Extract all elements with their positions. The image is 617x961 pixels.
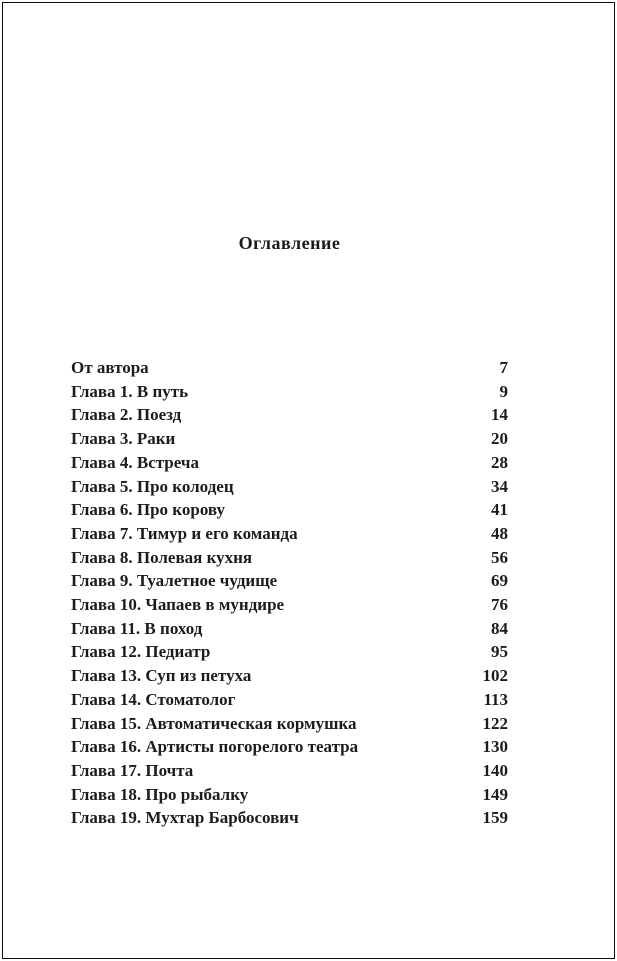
toc-entry-label: Глава 12. Педиатр: [71, 642, 211, 662]
toc-entry-page: 102: [482, 666, 508, 686]
toc-entry-label: Глава 1. В путь: [71, 381, 189, 401]
toc-entry-page: 69: [491, 571, 508, 591]
toc-entry: [71, 783, 508, 807]
toc-entry-label: Глава 8. Полевая кухня: [71, 547, 253, 567]
toc-entry-label: Глава 3. Раки: [71, 429, 176, 449]
toc-entry-page: 95: [491, 642, 508, 662]
toc-entry-label: Глава 7. Тимур и его команда: [71, 523, 298, 543]
toc-list: [71, 356, 508, 830]
toc-entry-page: 28: [491, 452, 508, 472]
toc-entry-label: Глава 18. Про рыбалку: [71, 784, 249, 804]
toc-entry: [71, 664, 508, 688]
toc-entry: [71, 640, 508, 664]
toc-entry-page: 7: [499, 358, 508, 377]
toc-entry-page: 14: [491, 405, 508, 425]
toc-entry-page: 9: [499, 381, 508, 401]
toc-entry-label: Глава 14. Стоматолог: [71, 689, 236, 709]
toc-entry: [71, 688, 508, 712]
toc-entry-page: 20: [491, 429, 508, 449]
toc-entry: [71, 356, 508, 380]
toc-entry-label: Глава 15. Автоматическая кормушка: [71, 713, 357, 733]
toc-entry-page: 41: [491, 500, 508, 520]
toc-entry: [71, 546, 508, 570]
toc-entry: [71, 759, 508, 783]
toc-entry: [71, 498, 508, 522]
toc-entry-label: Глава 5. Про колодец: [71, 476, 234, 496]
toc-entry: [71, 427, 508, 451]
toc-entry: [71, 712, 508, 736]
toc-entry: [71, 806, 508, 830]
toc-entry-page: 159: [482, 808, 508, 828]
toc-entry: [71, 522, 508, 546]
toc-entry-label: Глава 19. Мухтар Барбосович: [71, 808, 299, 828]
toc-entry-label: Глава 4. Встреча: [71, 452, 199, 472]
toc-entry-label: Глава 9. Туалетное чудище: [71, 571, 278, 591]
toc-entry-page: 122: [482, 713, 508, 733]
toc-entry-page: 113: [483, 689, 508, 709]
toc-entry: [71, 475, 508, 499]
toc-entry-label: Глава 10. Чапаев в мундире: [71, 595, 285, 615]
toc-entry-page: 48: [491, 523, 508, 543]
toc-entry: [71, 403, 508, 427]
toc-title: Оглавление: [238, 233, 341, 253]
toc-entry-page: 34: [491, 476, 508, 496]
toc-entry-label: Глава 13. Суп из петуха: [71, 666, 252, 686]
book-page: [2, 2, 615, 959]
toc-entry: [71, 569, 508, 593]
toc-entry: [71, 451, 508, 475]
toc-entry: [71, 380, 508, 404]
toc-entry-page: 149: [482, 784, 508, 804]
toc-entry: [71, 617, 508, 641]
toc-entry-label: Глава 6. Про корову: [71, 500, 225, 520]
toc-entry-page: 76: [491, 595, 508, 615]
toc-entry-label: Глава 16. Артисты погорелого театра: [71, 737, 359, 757]
toc-entry-page: 130: [482, 737, 508, 757]
toc-entry-page: 56: [491, 547, 508, 567]
toc-entry-page: 140: [482, 760, 508, 780]
toc-entry: [71, 593, 508, 617]
toc-entry-page: 84: [491, 618, 508, 638]
toc-entry: [71, 735, 508, 759]
toc-entry-label: От автора: [71, 358, 149, 377]
toc-entry-label: Глава 17. Почта: [71, 760, 194, 780]
toc-entry-label: Глава 11. В поход: [71, 618, 203, 638]
toc-entry-label: Глава 2. Поезд: [71, 405, 182, 425]
